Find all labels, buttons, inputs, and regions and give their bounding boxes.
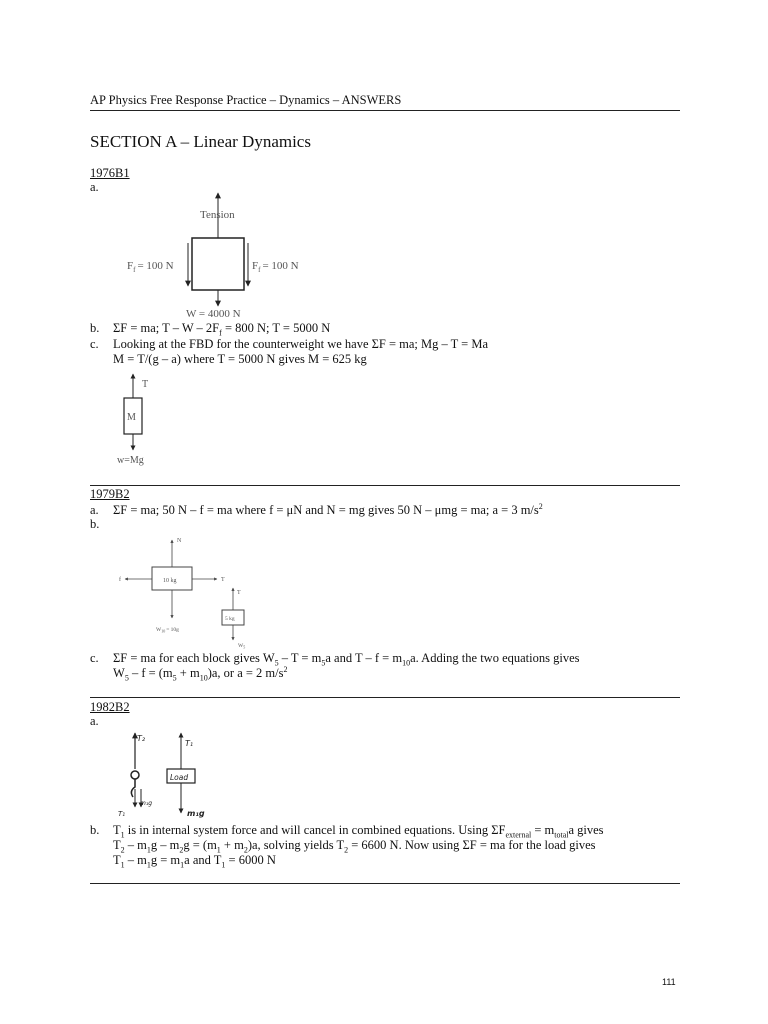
part-c-line1: Looking at the FBD for the counterweight we have ΣF = ma; Mg – T = Ma bbox=[113, 337, 489, 351]
section-title: SECTION A – Linear Dynamics bbox=[90, 132, 311, 151]
t-label: T bbox=[142, 379, 149, 390]
part-a-text: ΣF = ma; 50 N – f = ma where f = μN and N = mg gives 50 N – μmg = ma; a = 3 $m/s^2$ bbox=[113, 501, 543, 517]
problem-id-1979b2: 1979B2 bbox=[90, 487, 130, 501]
part-c-label: c. bbox=[90, 337, 99, 351]
t2-label: T bbox=[237, 590, 241, 596]
section-rule-1 bbox=[90, 485, 680, 486]
friction-left-label: $F_f = 100$ N bbox=[127, 260, 174, 274]
weight-label: W = 4000 N bbox=[186, 308, 241, 318]
block5-label: 5 kg bbox=[225, 616, 235, 622]
load-label: Load bbox=[170, 773, 189, 782]
hook-curve bbox=[131, 779, 135, 797]
w10-label: $W_{10}= 10g$ bbox=[156, 627, 179, 634]
hook-ring bbox=[131, 771, 139, 779]
t1-label: T₁ bbox=[185, 739, 194, 748]
section-rule-3 bbox=[90, 883, 680, 884]
part-c-label: c. bbox=[90, 651, 99, 665]
part-b-line2: $T_2 - m_1g - m_2g = (m_1 + m_2)a$, solving yields $T_2 = 6600$ N. Now using ΣF = ma for the load gives bbox=[113, 838, 596, 855]
counterweight-fbd-figure bbox=[112, 368, 182, 468]
part-a-label: a. bbox=[90, 503, 99, 517]
t-label: T bbox=[221, 577, 225, 583]
document-header: AP Physics Free Response Practice – Dynamics – ANSWERS bbox=[90, 93, 402, 107]
part-b-text: ΣF = ma; $T - W - 2F_f = 800$ N; T = 5000 N bbox=[113, 321, 331, 338]
tension-label: Tension bbox=[200, 209, 235, 221]
problem-id-1982b2: 1982B2 bbox=[90, 700, 130, 714]
w-label: w=Mg bbox=[117, 455, 144, 466]
part-b-line3: $T_1 - m_1g = m_1a$ and $T_1 = 6000$ N bbox=[113, 853, 276, 870]
part-b-label: b. bbox=[90, 321, 100, 335]
friction-right-label: $F_f = 100$ N bbox=[252, 260, 299, 274]
part-b-line1: $T_1$ is in internal system force and will cancel in combined equations. Using $\Sigma F_{external} = m_{total}a$ gives bbox=[113, 823, 604, 840]
t2-label: T₂ bbox=[137, 734, 146, 743]
elevator-fbd-figure bbox=[118, 188, 338, 318]
part-b-label: b. bbox=[90, 823, 100, 837]
elevator-box bbox=[192, 238, 244, 290]
m1g-hook-label: m₁g bbox=[140, 800, 153, 807]
part-a-label: a. bbox=[90, 714, 99, 728]
f-label: f bbox=[119, 577, 121, 583]
t1-hook-label: T₁ bbox=[118, 810, 126, 818]
w5-label: $W_5$ bbox=[238, 643, 246, 650]
two-block-fbd-figure bbox=[115, 532, 275, 652]
part-c-line2: M = T/(g – a) where T = 5000 N gives M = 625 kg bbox=[113, 352, 367, 366]
n-label: N bbox=[177, 538, 182, 544]
part-c-line1: ΣF = ma for each block gives $W_5 - T = m_5a$ and $T - f = m_{10}a$. Adding the two equations gives bbox=[113, 651, 580, 668]
header-rule bbox=[90, 110, 680, 111]
block10-label: 10 kg bbox=[163, 578, 177, 584]
problem-id-1976b1: 1976B1 bbox=[90, 166, 130, 180]
part-b-label: b. bbox=[90, 517, 100, 531]
part-c-line2: $W_5 - f = (m_5 + m_{10})a$, or a = 2 $m/s^2$ bbox=[113, 664, 288, 683]
part-a-label: a. bbox=[90, 180, 99, 194]
hook-load-fbd-figure bbox=[115, 727, 235, 822]
section-rule-2 bbox=[90, 697, 680, 698]
m1g-label: m₁g bbox=[187, 809, 205, 818]
m-label: M bbox=[127, 412, 136, 423]
page-number: 111 bbox=[662, 977, 676, 987]
